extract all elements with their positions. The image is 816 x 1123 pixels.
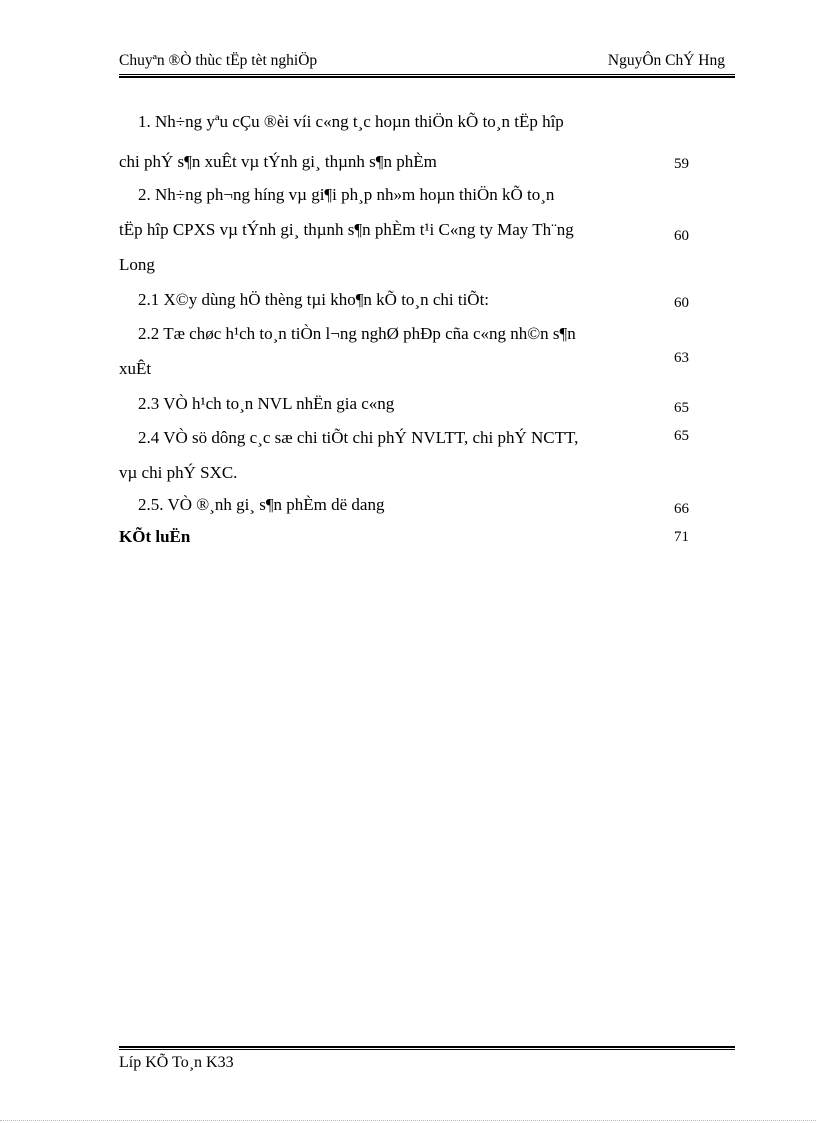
toc-entry-text: 2.3 VÒ h¹ch to¸n NVL nhËn gia c«ng [138,394,395,413]
header-rule-thick [119,76,735,78]
toc-entry-text: KÕt luËn [119,527,191,546]
header-author: NguyÔn ChÝ Hng [607,52,725,69]
toc-page-number: 60 [674,295,689,311]
toc-page-number: 63 [674,350,689,366]
toc-page-number: 71 [674,529,689,545]
toc-page-number: 65 [674,400,689,416]
page-header [119,52,735,74]
page-edge-divider [0,1120,816,1121]
toc-entry-text: vµ chi phÝ SXC. [119,463,238,482]
toc-entry-text: xuÊt [119,359,152,378]
footer-rule-thick [119,1046,735,1048]
toc-page-number: 65 [674,428,689,444]
toc-entry-text: 2.2 Tæ chøc h¹ch to¸n tiÒn l¬ng nghØ phÐp cña c«ng nh©n s¶n [138,324,576,343]
toc-entry-text: Long [119,255,155,274]
header-rule-thin [119,74,735,75]
toc-entry-text: 2.4 VÒ sö dông c¸c sæ chi tiÕt chi phÝ NVLTT, chi phÝ NCTT, [138,428,579,447]
toc-page-number: 60 [674,228,689,244]
toc-entry-text: 2.1 X©y dùng hÖ thèng tµi kho¶n kÕ to¸n chi tiÕt: [138,290,490,309]
toc-entry-text: 1. Nh÷ng yªu cÇu ®èi víi c«ng t¸c hoµn thiÖn kÕ to¸n tËp hîp [138,112,564,131]
toc-entry-text: chi phÝ s¶n xuÊt vµ tÝnh gi¸ thµnh s¶n phÈm [119,152,437,171]
toc-entry-text: 2. Nh÷ng ph¬ng híng vµ gi¶i ph¸p nh»m hoµn thiÖn kÕ to¸n [138,185,555,204]
toc-entry-text: tËp hîp CPXS vµ tÝnh gi¸ thµnh s¶n phÈm t¹i C«ng ty May Th¨ng [119,220,574,239]
toc-page-number: 59 [674,156,689,172]
header-title: Chuyªn ®Ò thùc tËp tèt nghiÖp [119,52,318,69]
toc-page-number: 66 [674,501,689,517]
page-footer: Líp KÕ To¸n K33 [119,1054,234,1071]
toc-entry-text: 2.5. VÒ ®¸nh gi¸ s¶n phÈm dë dang [138,495,385,514]
footer-rule-thin [119,1049,735,1050]
